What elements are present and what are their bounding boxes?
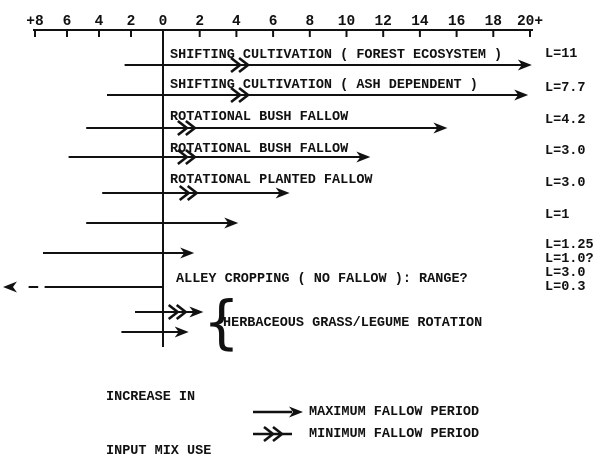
legend <box>252 401 479 445</box>
minimum-fallow-marker-icon <box>252 425 304 443</box>
l-value-label: L=3.0 <box>545 144 586 159</box>
axis-tick-label: 0 <box>158 14 168 30</box>
axis-tick-label: 6 <box>268 14 278 30</box>
row-label: ROTATIONAL PLANTED FALLOW <box>170 173 373 188</box>
l-value-label: L=0.3 <box>545 280 586 295</box>
l-value-label: L=1 <box>545 208 570 223</box>
axis-tick-label: 10 <box>337 14 356 30</box>
l-value-label: L=3.0 <box>545 176 586 191</box>
axis-tick-label: 16 <box>447 14 466 30</box>
axis-tick-label: 2 <box>195 14 205 30</box>
axis-tick-label: 4 <box>94 14 104 30</box>
legend-label-maximum: MAXIMUM FALLOW PERIOD <box>309 404 480 420</box>
axis-tick-label: 18 <box>484 14 503 30</box>
axis-tick-label: 4 <box>232 14 241 30</box>
l-value-label: L=1.25 <box>545 238 594 253</box>
legend-label-minimum: MINIMUM FALLOW PERIOD <box>309 426 480 442</box>
axis-tick-label: +8 <box>26 14 44 30</box>
l-value-label: L=11 <box>545 47 578 62</box>
range-open-left-arrowhead <box>3 282 17 293</box>
axis-tick-label: 2 <box>126 14 136 30</box>
increase-note-line2: INPUT MIX USE <box>106 444 212 456</box>
l-value-label: L=1.0? <box>545 252 594 267</box>
herbaceous-label: HERBACEOUS GRASS/LEGUME ROTATION <box>223 316 483 331</box>
maximum-fallow-arrow-icon <box>252 403 304 421</box>
l-value-label: L=4.2 <box>545 113 586 128</box>
axis-tick-label: 14 <box>411 14 429 30</box>
legend-item-minimum <box>252 423 479 445</box>
l-value-label: L=3.0 <box>545 266 586 281</box>
l-value-label: L=7.7 <box>545 81 586 96</box>
row-label: ROTATIONAL BUSH FALLOW <box>170 142 349 157</box>
row-label: ALLEY CROPPING ( NO FALLOW ): RANGE? <box>176 272 468 287</box>
row-label: SHIFTING CULTIVATION ( ASH DEPENDENT ) <box>170 78 478 93</box>
axis-tick-label: 12 <box>374 14 392 30</box>
increase-note-line1: INCREASE IN <box>106 390 196 405</box>
increase-input-note <box>106 353 211 456</box>
legend-item-maximum <box>252 401 479 423</box>
axis-tick-label: 20+ <box>516 14 544 30</box>
herbaceous-brace: { <box>203 288 240 356</box>
row-label: ROTATIONAL BUSH FALLOW <box>170 110 349 125</box>
axis-tick-label: 6 <box>62 14 72 30</box>
axis-tick-label: 8 <box>305 14 315 30</box>
row-label: SHIFTING CULTIVATION ( FOREST ECOSYSTEM ) <box>170 48 503 63</box>
